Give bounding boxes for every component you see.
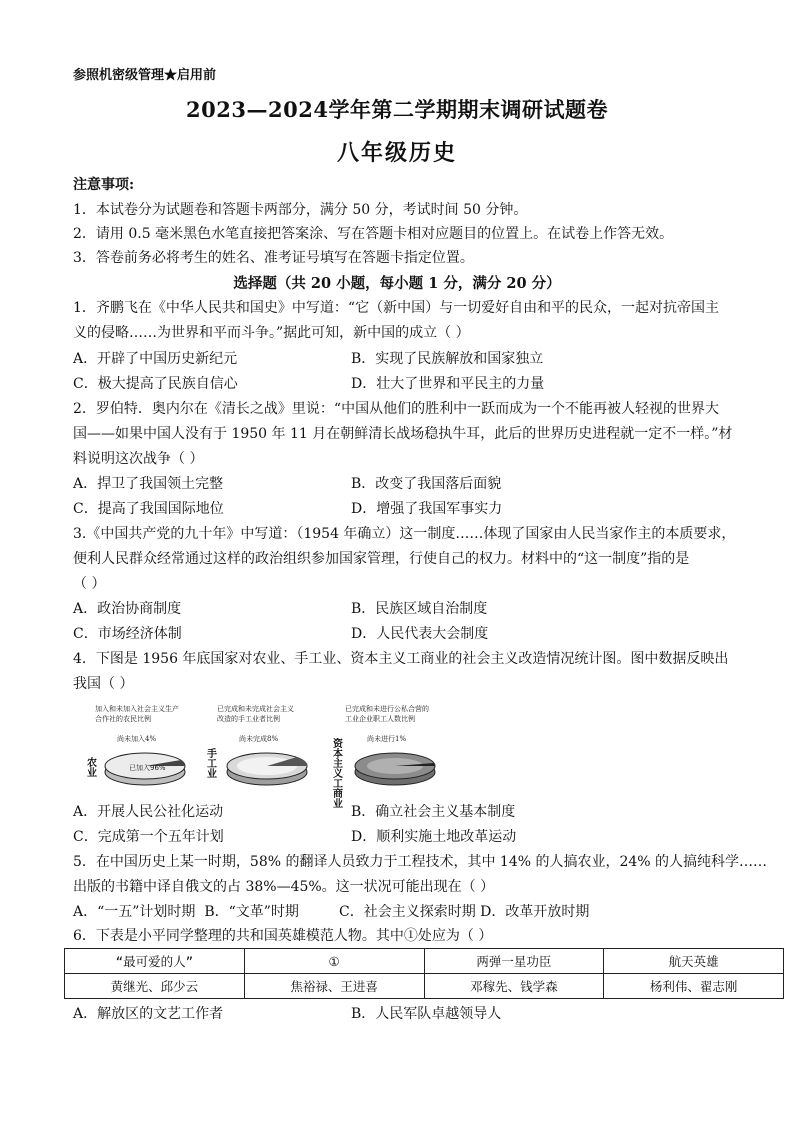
question-6-text: 6．下表是小平同学整理的共和国英雄模范人物。其中①处应为（ ）: [73, 928, 493, 944]
question-2-text: 料说明这次战争（ ）: [73, 451, 204, 467]
question-3-text: （ ）: [73, 576, 106, 592]
q2-option-b: B．改变了我国落后面貌: [351, 476, 502, 492]
pie-vertical-label: 农业: [87, 758, 97, 779]
q4-option-c: C．完成第一个五年计划: [73, 829, 224, 845]
notice-item: 3．答卷前务必将考生的姓名、准考证号填写在答题卡指定位置。: [73, 250, 474, 266]
pie-2-graphic: [217, 744, 342, 804]
table-cell: 两弹一星功臣: [424, 949, 604, 974]
pie-small-label: 尚未加入4%: [117, 735, 157, 743]
secret-mark: 参照机密级管理★启用前: [73, 68, 217, 83]
pie-vertical-label: 资本主义工商业: [333, 739, 343, 810]
pie-agriculture: [87, 704, 220, 792]
q5-options: A．“一五”计划时期 B．“文革”时期 C．社会主义探索时期 D．改革开放时期: [73, 904, 590, 920]
notice-item: 2．请用 0.5 毫米黑色水笔直接把答案涂、写在答题卡相对应题目的位置上。在试卷上作答无效。: [73, 226, 674, 242]
notice-heading: 注意事项:: [73, 177, 135, 193]
table-cell: “最可爱的人”: [65, 949, 245, 974]
table-row: [65, 974, 784, 999]
question-3-text: 3.《中国共产党的九十年》中写道：（1954 年确立）这一制度……体现了国家由人民当家作主的本质要求，: [73, 526, 736, 542]
pie-small-label: 尚未进行1%: [367, 735, 407, 743]
q4-option-a: A．开展人民公社化运动: [73, 804, 224, 820]
question-4-text: 我国（ ）: [73, 676, 134, 692]
q1-option-d: D．壮大了世界和平民主的力量: [351, 376, 545, 392]
q3-option-c: C．市场经济体制: [73, 626, 182, 642]
pie-caption: 工业企业职工人数比例: [345, 715, 415, 723]
q6-option-b: B．人民军队卓越领导人: [351, 1006, 502, 1022]
q3-option-a: A．政治协商制度: [73, 601, 182, 617]
question-3-text: 便利人民群众经常通过这样的政治组织参加国家管理，行使自己的权力。材料中的“这一制度”指的是: [73, 551, 690, 567]
question-1-text: 1．齐鹏飞在《中华人民共和国史》中写道：“它（新中国）与一切爱好自由和平的民众，一起对抗帝国主: [73, 300, 720, 316]
pie-handicraft: [207, 704, 342, 792]
section-heading: 选择题（共 20 小题，每小题 1 分，满分 20 分）: [233, 275, 561, 292]
q4-option-d: D．顺利实施土地改革运动: [351, 829, 517, 845]
pie-caption: 已完成和未完成社会主义: [217, 705, 294, 713]
pie-1-graphic: [95, 744, 220, 804]
q6-option-a: A．解放区的文艺工作者: [73, 1006, 224, 1022]
pie-1-big-label: 已加入96%: [129, 764, 166, 772]
question-2-text: 2．罗伯特．奥内尔在《清长之战》里说：“中国从他们的胜利中一跃而成为一个不能再被人轻视的世界大: [73, 401, 720, 417]
q1-option-a: A．开辟了中国历史新纪元: [73, 351, 238, 367]
exam-subtitle: 八年级历史: [336, 140, 457, 166]
table-cell: 黄继光、邱少云: [65, 974, 245, 999]
table-cell: 邓稼先、钱学森: [424, 974, 604, 999]
heroes-table: [64, 948, 784, 999]
pie-3-graphic: [345, 744, 470, 804]
pie-vertical-label: 手工业: [207, 749, 217, 780]
q2-option-c: C．提高了我国国际地位: [73, 501, 224, 517]
question-5-text: 出版的书籍中译自俄文的占 38%—45%。这一状况可能出现在（ ）: [73, 879, 495, 895]
q1-option-c: C．极大提高了民族自信心: [73, 376, 238, 392]
pie-caption: 合作社的农民比例: [95, 715, 151, 723]
table-cell: 杨利伟、翟志刚: [604, 974, 784, 999]
pie-commerce: [333, 704, 470, 810]
q3-option-d: D．人民代表大会制度: [351, 626, 489, 642]
table-cell: ①: [244, 949, 424, 974]
table-cell: 焦裕禄、王进喜: [244, 974, 424, 999]
pie-caption: 加入和未加入社会主义生产: [95, 705, 179, 713]
pie-small-label: 尚未完成8%: [239, 735, 279, 743]
pie-charts-figure: [87, 704, 495, 810]
notice-item: 1．本试卷分为试题卷和答题卡两部分，满分 50 分，考试时间 50 分钟。: [73, 202, 528, 218]
pie-caption: 改造的手工业者比例: [217, 715, 280, 723]
q2-option-d: D．增强了我国军事实力: [351, 501, 503, 517]
pie-caption: 已完成和未进行公私合营的: [345, 705, 429, 713]
question-1-text: 义的侵略……为世界和平而斗争。”据此可知，新中国的成立（ ）: [73, 325, 470, 341]
question-4-text: 4．下图是 1956 年底国家对农业、手工业、资本主义工商业的社会主义改造情况统计图。图中数据反映出: [73, 651, 729, 667]
q3-option-b: B．民族区域自治制度: [351, 601, 488, 617]
table-row: [65, 949, 784, 974]
question-5-text: 5．在中国历史上某一时期，58% 的翻译人员致力于工程技术，其中 14% 的人搞农业，24% 的人搞纯科学……: [73, 854, 768, 870]
table-cell: 航天英雄: [604, 949, 784, 974]
q1-option-b: B．实现了民族解放和国家独立: [351, 351, 544, 367]
question-2-text: 国——如果中国人没有于 1950 年 11 月在朝鲜清长战场稳执牛耳，此后的世界历史进程就一定不一样。”材: [73, 426, 733, 442]
exam-title: 2023—2024学年第二学期期末调研试题卷: [186, 97, 608, 122]
q2-option-a: A．捍卫了我国领土完整: [73, 476, 224, 492]
q4-option-b: B．确立社会主义基本制度: [351, 804, 516, 820]
